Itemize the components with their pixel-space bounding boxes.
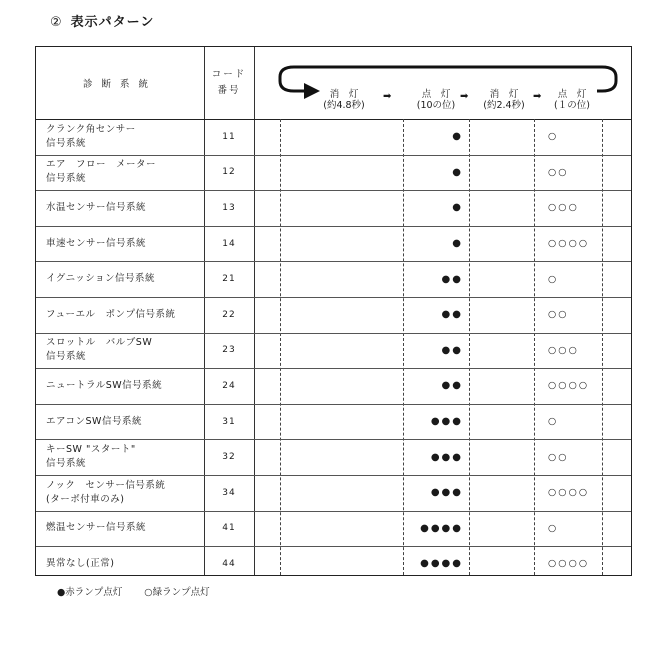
- red-lamp-pattern: ●●: [441, 309, 463, 321]
- system-name: 水温センサー信号系統: [46, 201, 147, 213]
- code-number: 23: [222, 345, 236, 356]
- green-lamp-pattern: ○: [548, 131, 559, 143]
- section-title: 表示パターン: [70, 15, 155, 30]
- table-row: [36, 190, 631, 226]
- red-lamp-pattern: ●: [452, 238, 463, 250]
- red-lamp-pattern: ●●: [441, 380, 463, 392]
- red-lamp-pattern: ●●●●: [420, 558, 463, 570]
- green-lamp-pattern: ○○: [548, 451, 569, 463]
- row-rule: [36, 368, 631, 369]
- system-name: クランク角センサー 信号系統: [46, 123, 136, 149]
- green-lamp-pattern: ○: [548, 273, 559, 285]
- red-lamp-pattern: ●●: [441, 344, 463, 356]
- code-number: 14: [222, 238, 236, 249]
- display-pattern-table: [35, 46, 632, 576]
- green-lamp-pattern: ○○: [548, 166, 569, 178]
- row-rule: [36, 333, 631, 334]
- green-lamp-pattern: ○○○: [548, 344, 579, 356]
- row-rule: [36, 226, 631, 227]
- row-rule: [36, 546, 631, 547]
- red-lamp-pattern: ●●●: [430, 451, 463, 463]
- phase-off-1: 消 灯 (約4.8秒): [323, 89, 365, 111]
- row-rule: [36, 155, 631, 156]
- row-rule: [36, 511, 631, 512]
- code-number: 11: [222, 131, 236, 142]
- phase-on-ones: 点 灯 (１の位): [554, 89, 590, 111]
- header-code-line1: コード: [211, 69, 247, 80]
- section-heading: [50, 11, 154, 30]
- red-lamp-pattern: ●: [452, 166, 463, 178]
- table-row: [36, 226, 631, 262]
- table-row: [36, 119, 631, 155]
- green-lamp-pattern: ○○○○: [548, 558, 590, 570]
- legend-red-lamp: ●赤ランプ点灯: [57, 587, 123, 598]
- system-name: 燃温センサー信号系統: [46, 522, 147, 534]
- row-rule: [36, 439, 631, 440]
- table-row: [36, 475, 631, 511]
- green-lamp-pattern: ○○○○: [548, 238, 590, 250]
- row-rule: [36, 297, 631, 298]
- arrow-icon: ➡: [533, 91, 542, 102]
- arrow-icon: ➡: [460, 91, 469, 102]
- table-row: [36, 546, 631, 582]
- code-number: 31: [222, 416, 236, 427]
- row-rule: [36, 404, 631, 405]
- green-lamp-pattern: ○○○○: [548, 487, 590, 499]
- legend: [57, 584, 232, 598]
- green-lamp-pattern: ○○○○: [548, 380, 590, 392]
- row-rule: [36, 190, 631, 191]
- green-lamp-pattern: ○○○: [548, 202, 579, 214]
- red-lamp-pattern: ●●●: [430, 416, 463, 428]
- system-name: エア フロー メーター 信号系統: [46, 159, 157, 185]
- table-row: [36, 439, 631, 475]
- red-lamp-pattern: ●: [452, 202, 463, 214]
- arrow-icon: ➡: [383, 91, 392, 102]
- system-name: ニュートラルSW信号系統: [46, 379, 163, 391]
- header-code-line2: 番号: [217, 85, 241, 96]
- phase-on-tens: 点 灯 (10の位): [416, 89, 456, 111]
- green-lamp-pattern: ○: [548, 416, 559, 428]
- table-row: [36, 511, 631, 547]
- table-row: [36, 404, 631, 440]
- table-row: [36, 368, 631, 404]
- code-number: 34: [222, 487, 236, 498]
- table-row: [36, 155, 631, 191]
- red-lamp-pattern: ●●●●: [420, 522, 463, 534]
- red-lamp-pattern: ●●●: [430, 487, 463, 499]
- system-name: フューエル ポンプ信号系統: [46, 308, 176, 320]
- code-number: 32: [222, 452, 236, 463]
- code-number: 22: [222, 309, 236, 320]
- legend-green-lamp: ○緑ランプ点灯: [144, 587, 210, 598]
- row-rule: [36, 261, 631, 262]
- system-name: 異常なし(正常): [46, 557, 115, 569]
- system-name: ノック センサー信号系統 (ターボ付車のみ): [46, 479, 166, 505]
- code-number: 12: [222, 167, 236, 178]
- green-lamp-pattern: ○: [548, 522, 559, 534]
- code-number: 41: [222, 523, 236, 534]
- system-name: スロットル バルブSW 信号系統: [46, 337, 153, 363]
- code-number: 24: [222, 380, 236, 391]
- section-number: ②: [50, 15, 63, 30]
- system-name: キーSW "スタート" 信号系統: [46, 444, 136, 470]
- red-lamp-pattern: ●●: [441, 273, 463, 285]
- code-number: 44: [222, 558, 236, 569]
- system-name: イグニッション信号系統: [46, 273, 156, 285]
- green-lamp-pattern: ○○: [548, 309, 569, 321]
- system-name: 車速センサー信号系統: [46, 237, 147, 249]
- red-lamp-pattern: ●: [452, 131, 463, 143]
- table-row: [36, 297, 631, 333]
- table-row: [36, 261, 631, 297]
- row-rule: [36, 475, 631, 476]
- phase-off-2: 消 灯 (約2.4秒): [483, 89, 525, 111]
- table-row: [36, 333, 631, 369]
- system-name: エアコンSW信号系統: [46, 415, 142, 427]
- code-number: 21: [222, 274, 236, 285]
- code-number: 13: [222, 202, 236, 213]
- header-system: 診断系統: [82, 79, 157, 90]
